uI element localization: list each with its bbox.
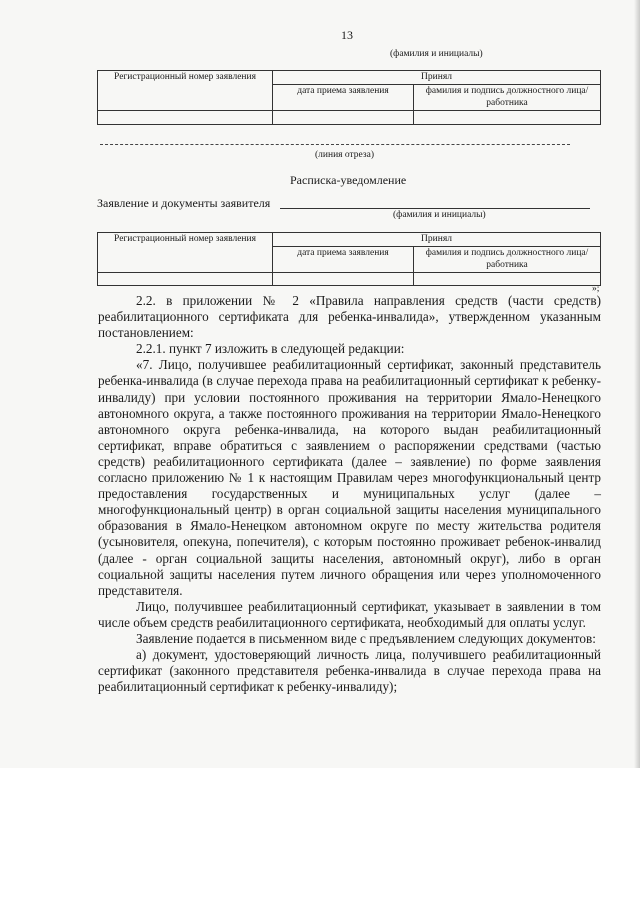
paragraph-documents: Заявление подается в письменном виде с предъявлением следующих документов: <box>136 630 596 646</box>
applicant-line: Заявление и документы заявителя <box>97 196 271 210</box>
paragraph-2-2: 2.2. в приложении № 2 «Правила направления средств (части средств) реабилитационного сертификата для ребенка-инвалида», утвержденном указанным постановлением: <box>98 293 601 341</box>
empty-cell <box>98 273 273 286</box>
paragraph-volume: Лицо, получившее реабилитационный сертификат, указывает в заявлении в том числе объем средств реабилитационного сертификата, необходимый для оплаты услуг. <box>98 598 601 630</box>
registration-table-2 <box>97 232 601 286</box>
reg-number-header: Регистрационный номер заявления <box>98 233 273 273</box>
accepted-header: Принял <box>273 71 601 85</box>
paragraph-item-a: а) документ, удостоверяющий личность лица, получившего реабилитационный сертификат (законного представителя ребенка-инвалида в случае перехода права на реабилитационный сертификат к ребенку-инвалиду); <box>98 647 601 695</box>
page-number: 13 <box>341 28 353 42</box>
empty-cell <box>98 111 273 125</box>
date-header: дата приема заявления <box>273 85 414 111</box>
paragraph-2-2-1: 2.2.1. пункт 7 изложить в следующей редакции: <box>136 341 405 357</box>
applicant-underline <box>280 208 590 209</box>
empty-cell <box>414 273 601 286</box>
quote-close: »; <box>592 284 600 294</box>
registration-table-1 <box>97 70 601 125</box>
reg-number-header: Регистрационный номер заявления <box>98 71 273 111</box>
fio-caption: (фамилия и инициалы) <box>393 210 486 220</box>
accepted-header: Принял <box>273 233 601 247</box>
date-header: дата приема заявления <box>273 247 414 273</box>
document-body <box>98 293 601 695</box>
paragraph-point-7: «7. Лицо, получившее реабилитационный сертификат, законный представитель ребенка-инвалида (в случае перехода права на реабилитационный сертификат к ребенку-инвалиду) при условии постоянного проживания на территории Ямало-Ненецкого автономного округа, а также постоянного проживания на территории Ямало-Ненецкого автономного округа ребенка-инвалида, на которого выдан реабилитационный сертификат, вправе обратиться с заявлением о распоряжении средствами (частью средств) реабилитационного сертификата (далее – заявление) по форме заявления согласно приложению № 1 к настоящим Правилам через многофункциональный центр предоставления государственных и муниципальных услуг (далее – многофункциональный центр) в орган социальной защиты населения муниципального образования в Ямало-Ненецком автономном округе по месту жительства родителя (усыновителя, опекуна, попечителя), с которым постоянно проживает ребенок-инвалид (далее - орган социальной защиты населения, автономный округ), либо в орган социальной защиты населения путем личного обращения или через уполномоченного представителя. <box>98 357 601 598</box>
signature-header: фамилия и подпись должностного лица/работника <box>414 85 601 111</box>
top-fio-caption: (фамилия и инициалы) <box>390 49 483 59</box>
empty-cell <box>414 111 601 125</box>
empty-cell <box>273 111 414 125</box>
empty-cell <box>273 273 414 286</box>
signature-header: фамилия и подпись должностного лица/работника <box>414 247 601 273</box>
cut-line <box>100 144 570 145</box>
cut-line-caption: (линия отреза) <box>315 150 375 160</box>
receipt-title: Расписка-уведомление <box>290 173 407 187</box>
